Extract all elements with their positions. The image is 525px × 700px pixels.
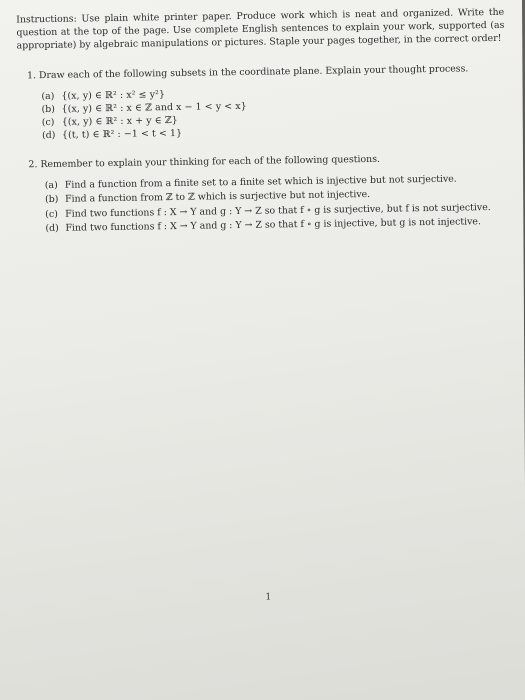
- part-text: Find two functions f : X → Y and g : Y → Z so that f ∘ g is injective, but g is not injective.: [65, 216, 481, 234]
- part-text: {(x, y) ∈ ℝ² : x ∈ ℤ and x − 1 < y < x}: [61, 100, 247, 115]
- part-text: {(x, y) ∈ ℝ² : x + y ∈ ℤ}: [61, 114, 178, 128]
- part-label: (a): [44, 179, 58, 191]
- part-label: (b): [41, 103, 56, 115]
- part-label: (b): [44, 193, 59, 206]
- problem-1: [17, 61, 506, 142]
- problem-1-heading: 1. Draw each of the following subsets in the coordinate plane. Explain your thought process.: [26, 62, 469, 81]
- instructions-paragraph: Instructions: Use plain white printer paper. Produce work which is neat and organized. Write the question at the top of the page. Use complete English sentences to explain your work, supported (as appropriate) by algebraic manipulations or pictures. Staple your pages together, in the correct order!: [16, 6, 505, 52]
- part-label: (c): [45, 208, 58, 220]
- problem-2-subparts: [19, 171, 508, 235]
- page-number: 1: [265, 591, 272, 603]
- problem-1-subparts: [17, 82, 506, 142]
- part-text: Find two functions f : X → Y and g : Y → Z so that f ∘ g is surjective, but f is not surjective.: [65, 201, 491, 220]
- part-text: {(x, y) ∈ ℝ² : x² ≤ y²}: [61, 88, 166, 102]
- part-label: (d): [41, 129, 56, 141]
- part-text: Find a function from ℤ to ℤ which is surjective but not injective.: [64, 189, 371, 205]
- part-text: {(t, t) ∈ ℝ² : −1 < t < 1}: [61, 127, 183, 141]
- problem-2: [18, 150, 507, 235]
- part-text: Find a function from a finite set to a finite set which is injective but not surjective.: [64, 173, 457, 191]
- part-label: (a): [41, 90, 55, 102]
- problem-2-heading: 2. Remember to explain your thinking for each of the following questions.: [28, 153, 381, 170]
- worksheet-content: [16, 6, 507, 603]
- part-label: (d): [45, 222, 59, 235]
- part-label: (c): [41, 116, 55, 128]
